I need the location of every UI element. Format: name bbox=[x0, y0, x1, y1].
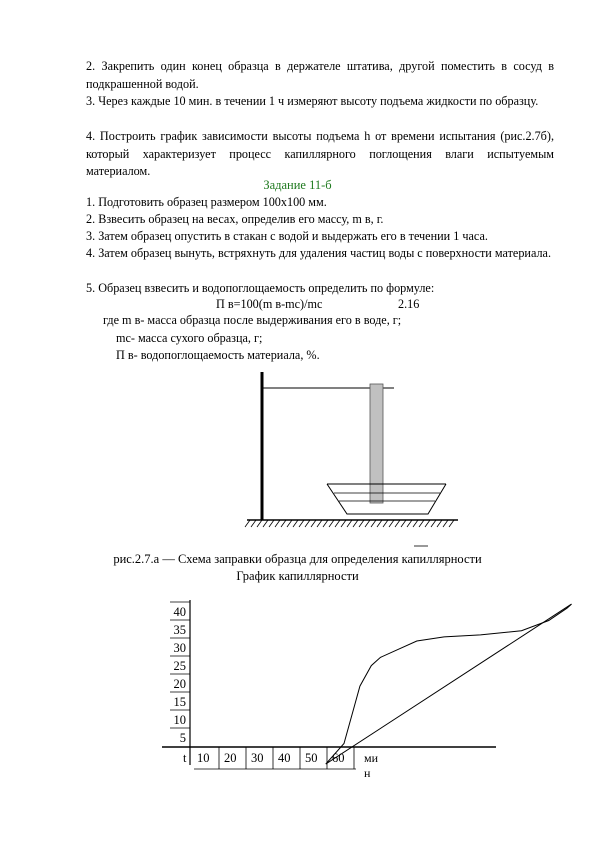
y-tick-label: 10 bbox=[173, 713, 186, 727]
step-4-text: 4. Построить график зависимости высоты подъема h от времени испытания (рис.2.7б), который характеризует процесс капиллярного поглощения влаги испытуемым материалом. bbox=[86, 129, 554, 178]
task-heading: Задание 11-б bbox=[263, 178, 332, 192]
x-tick-label: 10 bbox=[197, 751, 210, 765]
x-tick-label: 30 bbox=[251, 751, 264, 765]
x-tick-label: 60 bbox=[332, 751, 345, 765]
formula: П в=100(m в-mс)/mс bbox=[216, 297, 323, 311]
x-tick-label: 50 bbox=[305, 751, 318, 765]
task-b-step-3: 3. Затем образец опустить в стакан с водой и выдержать его в течении 1 часа. bbox=[86, 229, 488, 243]
x-header-label: t bbox=[183, 751, 187, 765]
task-b-step-4: 4. Затем образец вынуть, встряхнуть для удаления частиц воды с поверхности материала. bbox=[86, 246, 552, 260]
definition-mv: где m в- масса образца после выдерживания его в воде, г; bbox=[103, 313, 402, 327]
task-b-step-5: 5. Образец взвесить и водопоглощаемость определить по формуле: bbox=[86, 281, 435, 295]
formula-number: 2.16 bbox=[398, 297, 420, 311]
x-tick-label: 20 bbox=[224, 751, 237, 765]
task-b-step-1: 1. Подготовить образец размером 100х100 мм. bbox=[86, 195, 327, 209]
y-tick-label: 25 bbox=[173, 659, 186, 673]
figure-caption: рис.2.7.а — Схема заправки образца для определения капиллярности bbox=[113, 552, 482, 566]
step-3-text: 3. Через каждые 10 мин. в течении 1 ч измеряют высоту подъема жидкости по образцу. bbox=[86, 94, 539, 108]
step-2-text: 2. Закрепить один конец образца в держателе штатива, другой поместить в сосуд в подкрашенной водой. bbox=[86, 59, 554, 91]
x-unit-label-cont: н bbox=[364, 766, 371, 780]
definition-mc: mс- масса сухого образца, г; bbox=[116, 331, 263, 345]
y-tick-label: 5 bbox=[179, 731, 186, 745]
x-tick-label: 40 bbox=[278, 751, 291, 765]
y-tick-label: 35 bbox=[173, 623, 186, 637]
chart-title: График капиллярности bbox=[236, 569, 359, 583]
y-tick-label: 40 bbox=[173, 605, 186, 619]
x-unit-label: ми bbox=[364, 751, 379, 765]
y-tick-label: 30 bbox=[173, 641, 186, 655]
y-tick-label: 15 bbox=[173, 695, 186, 709]
definition-pv: П в- водопоглощаемость материала, %. bbox=[116, 348, 320, 362]
task-b-step-2: 2. Взвесить образец на весах, определив его массу, m в, г. bbox=[86, 212, 384, 226]
trend-line bbox=[326, 604, 572, 764]
y-tick-label: 20 bbox=[173, 677, 186, 691]
